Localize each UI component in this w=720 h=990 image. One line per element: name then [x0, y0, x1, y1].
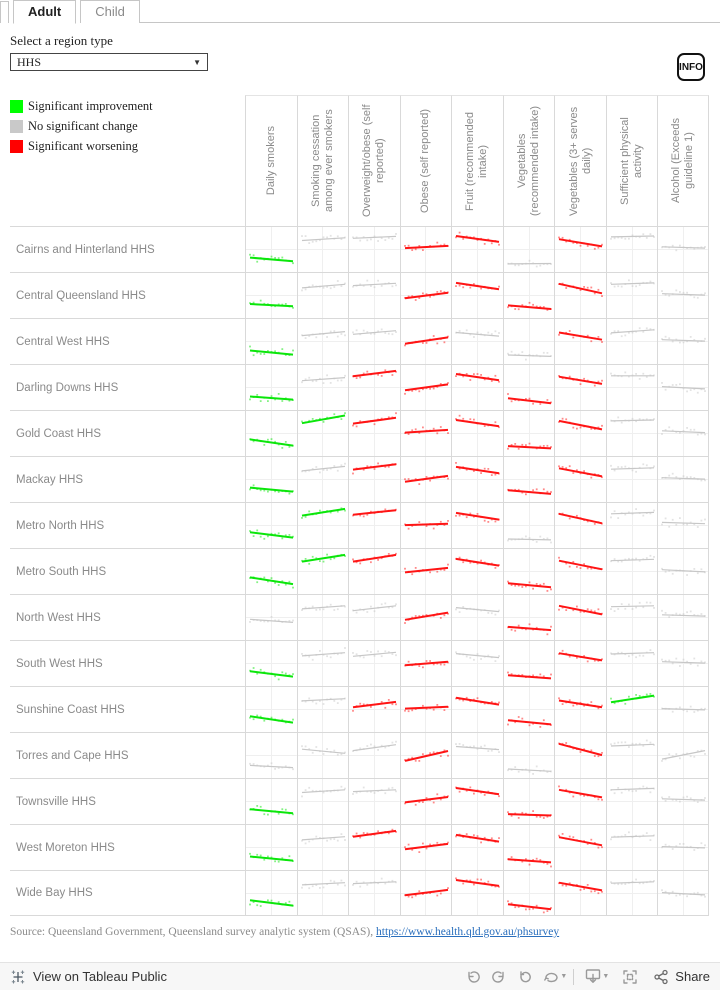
column-header-label: Vegetables (recommended intake) — [516, 105, 541, 217]
share-button[interactable] — [653, 969, 710, 985]
row-label[interactable]: Central Queensland HHS — [16, 289, 146, 302]
tab-adult[interactable]: Adult — [13, 0, 76, 24]
sparkline-cell[interactable] — [348, 365, 400, 410]
sparkline-cell[interactable] — [503, 549, 555, 594]
sparkline-cell[interactable] — [554, 871, 606, 915]
sparkline-cell[interactable] — [554, 825, 606, 870]
column-header[interactable] — [451, 95, 503, 226]
sparkline-cell[interactable] — [400, 687, 452, 732]
sparkline-cell[interactable] — [348, 733, 400, 778]
sparkline-cell[interactable] — [297, 733, 349, 778]
sparkline-cell[interactable] — [297, 825, 349, 870]
sparkline-cell[interactable] — [297, 227, 349, 272]
sparkline-cell[interactable] — [451, 687, 503, 732]
column-header-label: Alcohol (Exceeds guideline 1) — [670, 118, 696, 204]
sparkline-cell[interactable] — [245, 365, 297, 410]
sparkline-cell[interactable] — [400, 595, 452, 640]
tab-strip-edge — [0, 1, 9, 23]
tab-child[interactable]: Child — [80, 0, 140, 23]
row-label[interactable]: Gold Coast HHS — [16, 427, 102, 440]
legend-label: No significant change — [28, 119, 138, 133]
sparkline-cell[interactable] — [657, 273, 709, 318]
row-label[interactable]: Metro North HHS — [16, 519, 105, 532]
sparkline-cell[interactable] — [297, 411, 349, 456]
sparkline-cell[interactable] — [503, 411, 555, 456]
sparkline-cell[interactable] — [606, 457, 658, 502]
row-label[interactable]: Darling Downs HHS — [16, 381, 119, 394]
refresh-dropdown-caret-icon[interactable]: ▼ — [560, 973, 568, 980]
sparkline-cell[interactable] — [657, 779, 709, 824]
sparkline-cell[interactable] — [400, 273, 452, 318]
row-label[interactable]: Townsville HHS — [16, 795, 96, 808]
sparkline-cell[interactable] — [245, 411, 297, 456]
sparkline-cell[interactable] — [657, 227, 709, 272]
header-row — [10, 95, 709, 226]
sparkline-cell[interactable] — [657, 641, 709, 686]
sparkline-cell[interactable] — [245, 733, 297, 778]
column-header-label: Vegetables (3+ serves daily) — [567, 106, 593, 216]
sparkline-cell[interactable] — [297, 779, 349, 824]
sparkline-cell[interactable] — [451, 457, 503, 502]
column-header[interactable] — [297, 95, 349, 226]
row-label[interactable]: Central West HHS — [16, 335, 110, 348]
sparkline-cell[interactable] — [348, 687, 400, 732]
sparkline-cell[interactable] — [245, 779, 297, 824]
sparkline-cell[interactable] — [554, 503, 606, 548]
legend-swatch-icon — [10, 120, 23, 133]
table-row — [10, 640, 709, 686]
row-label[interactable]: Sunshine Coast HHS — [16, 703, 125, 716]
sparkline-cell[interactable] — [554, 779, 606, 824]
sparkline-cell[interactable] — [503, 733, 555, 778]
column-header[interactable] — [503, 95, 555, 226]
sparkline-cell[interactable] — [451, 503, 503, 548]
sparkline-cell[interactable] — [606, 687, 658, 732]
sparkline-cell[interactable] — [245, 825, 297, 870]
sparkline-cell[interactable] — [348, 871, 400, 915]
region-type-value: HHS — [17, 54, 42, 69]
sparkline-cell[interactable] — [297, 687, 349, 732]
share-label: Share — [675, 969, 710, 984]
sparkline-cell[interactable] — [606, 825, 658, 870]
sparkline-cell[interactable] — [297, 641, 349, 686]
sparkline-cell[interactable] — [451, 319, 503, 364]
trend-legend — [10, 95, 245, 226]
table-row — [10, 594, 709, 640]
sparkline-cell[interactable] — [657, 687, 709, 732]
small-multiples-grid — [10, 95, 709, 916]
sparkline-cell[interactable] — [451, 871, 503, 915]
controls-area — [0, 23, 720, 95]
sparkline-cell[interactable] — [554, 227, 606, 272]
column-header[interactable] — [554, 95, 606, 226]
column-header[interactable] — [657, 95, 709, 226]
sparkline-cell[interactable] — [245, 595, 297, 640]
table-row — [10, 226, 709, 272]
sparkline-cell[interactable] — [297, 365, 349, 410]
source-note — [10, 926, 720, 938]
table-row — [10, 318, 709, 364]
sparkline-cell[interactable] — [503, 319, 555, 364]
column-header-label: Fruit (recommended intake) — [464, 111, 490, 211]
sparkline-cell[interactable] — [245, 457, 297, 502]
sparkline-cell[interactable] — [503, 825, 555, 870]
sparkline-cell[interactable] — [554, 319, 606, 364]
sparkline-cell[interactable] — [245, 319, 297, 364]
sparkline-cell[interactable] — [348, 319, 400, 364]
column-header[interactable] — [245, 95, 297, 226]
sparkline-cell[interactable] — [503, 273, 555, 318]
row-label[interactable]: South West HHS — [16, 657, 103, 670]
sparkline-cell[interactable] — [348, 549, 400, 594]
sparkline-cell[interactable] — [657, 871, 709, 915]
row-label[interactable]: West Moreton HHS — [16, 841, 115, 854]
legend-swatch-icon — [10, 100, 23, 113]
sparkline-cell[interactable] — [554, 595, 606, 640]
chevron-down-icon: ▼ — [193, 57, 201, 67]
sparkline-cell[interactable] — [657, 733, 709, 778]
sparkline-cell[interactable] — [606, 779, 658, 824]
sparkline-cell[interactable] — [503, 227, 555, 272]
sparkline-cell[interactable] — [348, 227, 400, 272]
sparkline-cell[interactable] — [503, 779, 555, 824]
sparkline-cell[interactable] — [400, 871, 452, 915]
row-label[interactable]: Metro South HHS — [16, 565, 107, 578]
sparkline-cell[interactable] — [297, 549, 349, 594]
sparkline-cell[interactable] — [606, 411, 658, 456]
sparkline-cell[interactable] — [554, 641, 606, 686]
toolbar-separator — [573, 969, 574, 985]
sparkline-cell[interactable] — [348, 641, 400, 686]
sparkline-cell[interactable] — [400, 549, 452, 594]
sparkline-cell[interactable] — [451, 733, 503, 778]
sparkline-cell[interactable] — [400, 365, 452, 410]
sparkline-cell[interactable] — [400, 779, 452, 824]
sparkline-cell[interactable] — [554, 365, 606, 410]
sparkline-cell[interactable] — [657, 457, 709, 502]
column-header-label: Overweight/obese (self reported) — [361, 104, 387, 218]
sparkline-cell[interactable] — [245, 273, 297, 318]
sparkline-cell[interactable] — [451, 411, 503, 456]
table-row — [10, 778, 709, 824]
sparkline-cell[interactable] — [606, 273, 658, 318]
sparkline-cell[interactable] — [348, 595, 400, 640]
sparkline-cell[interactable] — [503, 457, 555, 502]
table-row — [10, 502, 709, 548]
table-row — [10, 824, 709, 870]
undo-icon[interactable] — [460, 966, 486, 988]
sparkline-cell[interactable] — [554, 273, 606, 318]
sparkline-cell[interactable] — [245, 227, 297, 272]
row-label[interactable]: Torres and Cape HHS — [16, 749, 129, 762]
redo-icon[interactable] — [486, 966, 512, 988]
sparkline-cell[interactable] — [400, 503, 452, 548]
tableau-logo-icon — [10, 969, 26, 985]
table-row — [10, 548, 709, 594]
sparkline-cell[interactable] — [451, 227, 503, 272]
sparkline-cell[interactable] — [503, 595, 555, 640]
sparkline-cell[interactable] — [657, 411, 709, 456]
sparkline-cell[interactable] — [297, 273, 349, 318]
sparkline-cell[interactable] — [554, 411, 606, 456]
sparkline-cell[interactable] — [657, 503, 709, 548]
sparkline-cell[interactable] — [451, 365, 503, 410]
sparkline-cell[interactable] — [554, 457, 606, 502]
column-header-label: Smoking cessation among ever smokers — [309, 109, 335, 213]
column-header[interactable] — [348, 95, 400, 226]
sparkline-cell[interactable] — [606, 365, 658, 410]
sparkline-cell[interactable] — [503, 687, 555, 732]
sparkline-cell[interactable] — [400, 733, 452, 778]
sparkline-cell[interactable] — [606, 871, 658, 915]
sparkline-cell[interactable] — [657, 549, 709, 594]
sparkline-cell[interactable] — [297, 871, 349, 915]
sparkline-cell[interactable] — [245, 871, 297, 915]
column-header-label: Sufficient physical activity — [619, 117, 645, 205]
table-row — [10, 272, 709, 318]
view-on-tableau-public[interactable] — [10, 969, 167, 985]
sparkline-cell[interactable] — [400, 457, 452, 502]
sparkline-cell[interactable] — [400, 411, 452, 456]
sparkline-cell[interactable] — [297, 319, 349, 364]
table-row — [10, 732, 709, 778]
sparkline-cell[interactable] — [451, 825, 503, 870]
sparkline-cell[interactable] — [657, 319, 709, 364]
legend-swatch-icon — [10, 140, 23, 153]
column-header[interactable] — [606, 95, 658, 226]
tab-bar — [0, 0, 720, 23]
row-label[interactable]: Wide Bay HHS — [16, 887, 93, 899]
sparkline-cell[interactable] — [657, 365, 709, 410]
view-on-tableau-public-label: View on Tableau Public — [33, 969, 167, 984]
table-row — [10, 456, 709, 502]
sparkline-cell[interactable] — [451, 549, 503, 594]
sparkline-cell[interactable] — [657, 825, 709, 870]
sparkline-cell[interactable] — [606, 549, 658, 594]
sparkline-cell[interactable] — [606, 595, 658, 640]
row-label[interactable]: North West HHS — [16, 611, 101, 624]
sparkline-cell[interactable] — [606, 641, 658, 686]
table-row — [10, 870, 709, 916]
column-header[interactable] — [400, 95, 452, 226]
revert-icon[interactable] — [512, 966, 538, 988]
sparkline-cell[interactable] — [297, 457, 349, 502]
sparkline-cell[interactable] — [503, 871, 555, 915]
column-header-label: Obese (self reported) — [419, 109, 432, 213]
sparkline-cell[interactable] — [657, 595, 709, 640]
fullscreen-icon[interactable] — [617, 966, 643, 988]
sparkline-cell[interactable] — [400, 319, 452, 364]
sparkline-cell[interactable] — [451, 641, 503, 686]
legend-item-r[interactable] — [10, 140, 245, 153]
legend-item-n[interactable] — [10, 120, 245, 133]
sparkline-cell[interactable] — [400, 825, 452, 870]
legend-item-g[interactable] — [10, 100, 245, 113]
sparkline-cell[interactable] — [348, 779, 400, 824]
sparkline-cell[interactable] — [297, 595, 349, 640]
source-link[interactable]: https://www.health.qld.gov.au/phsurvey — [376, 926, 560, 938]
sparkline-cell[interactable] — [606, 503, 658, 548]
legend-label: Significant improvement — [28, 99, 153, 113]
sparkline-cell[interactable] — [348, 503, 400, 548]
legend-label: Significant worsening — [28, 139, 139, 153]
sparkline-cell[interactable] — [503, 365, 555, 410]
info-button[interactable]: INFO — [677, 53, 705, 81]
column-header-label: Daily smokers — [264, 126, 277, 196]
sparkline-cell[interactable] — [451, 273, 503, 318]
row-label[interactable]: Cairns and Hinterland HHS — [16, 243, 155, 256]
sparkline-cell[interactable] — [400, 227, 452, 272]
sparkline-cell[interactable] — [606, 319, 658, 364]
table-row — [10, 410, 709, 456]
table-row — [10, 364, 709, 410]
sparkline-cell[interactable] — [348, 273, 400, 318]
source-text: Source: Queensland Government, Queensland survey analytic system (QSAS), — [10, 926, 377, 938]
tableau-toolbar — [0, 962, 720, 990]
row-label[interactable]: Mackay HHS — [16, 473, 84, 486]
sparkline-cell[interactable] — [400, 641, 452, 686]
sparkline-cell[interactable] — [245, 641, 297, 686]
sparkline-cell[interactable] — [554, 733, 606, 778]
sparkline-cell[interactable] — [348, 825, 400, 870]
sparkline-cell[interactable] — [451, 779, 503, 824]
sparkline-cell[interactable] — [554, 549, 606, 594]
sparkline-cell[interactable] — [606, 733, 658, 778]
sparkline-cell[interactable] — [348, 411, 400, 456]
sparkline-cell[interactable] — [245, 503, 297, 548]
sparkline-cell[interactable] — [503, 503, 555, 548]
sparkline-cell[interactable] — [297, 503, 349, 548]
sparkline-cell[interactable] — [245, 687, 297, 732]
sparkline-cell[interactable] — [554, 687, 606, 732]
sparkline-cell[interactable] — [503, 641, 555, 686]
sparkline-cell[interactable] — [245, 549, 297, 594]
sparkline-cell[interactable] — [451, 595, 503, 640]
sparkline-cell[interactable] — [348, 457, 400, 502]
download-dropdown-caret-icon[interactable]: ▼ — [602, 973, 610, 980]
tab-bar-fill — [140, 1, 720, 23]
region-type-label: Select a region type — [10, 33, 113, 48]
region-type-dropdown[interactable] — [10, 53, 208, 71]
sparkline-cell[interactable] — [606, 227, 658, 272]
table-row — [10, 686, 709, 732]
